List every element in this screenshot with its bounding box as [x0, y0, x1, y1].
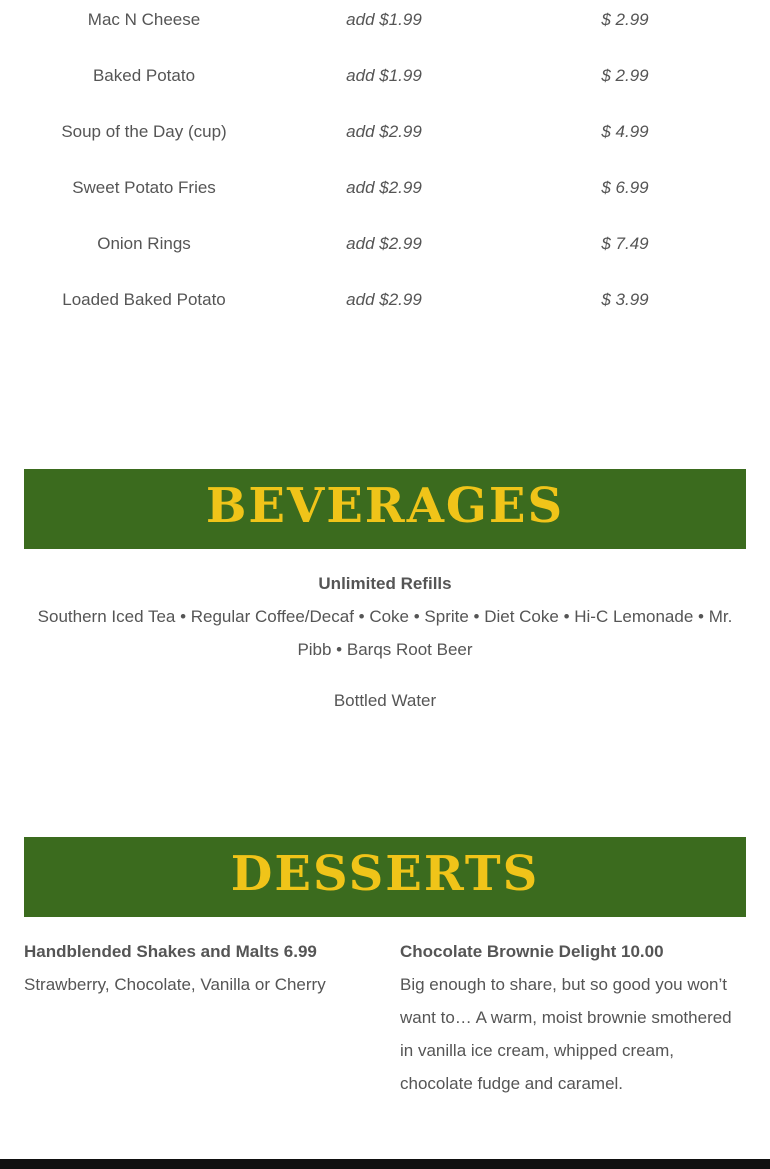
table-row [24, 168, 746, 208]
side-item-add-price: add $2.99 [346, 178, 422, 197]
table-row [24, 280, 746, 320]
side-item-price: $ 4.99 [601, 122, 649, 141]
beverages-list: Southern Iced Tea • Regular Coffee/Decaf • Coke • Sprite • Diet Coke • Hi-C Lemonade • Mr. Pibb • Barqs Root Beer [37, 607, 733, 659]
table-row [24, 112, 746, 152]
table-row [24, 0, 746, 40]
section-title: DESSERTS [230, 846, 540, 902]
side-item-price: $ 2.99 [601, 66, 649, 85]
side-item-add-price: add $1.99 [346, 10, 422, 29]
side-item-price: $ 7.49 [601, 234, 649, 253]
side-item-name: Sweet Potato Fries [72, 178, 216, 197]
side-item-add-price: add $1.99 [346, 66, 422, 85]
desserts-banner [24, 837, 746, 917]
side-item-name: Baked Potato [92, 66, 196, 85]
dessert-item [24, 935, 370, 1001]
side-item-price: $ 6.99 [601, 178, 649, 197]
section-title: BEVERAGES [205, 478, 565, 534]
dessert-description: Strawberry, Chocolate, Vanilla or Cherry [24, 975, 326, 994]
beverages-subheading: Unlimited Refills [318, 574, 452, 593]
side-item-add-price: add $2.99 [346, 290, 422, 309]
dessert-description: Big enough to share, but so good you won’t want to… A warm, moist brownie smothered in vanilla ice cream, whipped cream, chocolate fudge and caramel. [400, 975, 732, 1093]
dessert-item [400, 935, 748, 1100]
side-item-price: $ 3.99 [601, 290, 649, 309]
side-item-add-price: add $2.99 [346, 234, 422, 253]
side-item-add-price: add $2.99 [346, 122, 422, 141]
side-item-name: Onion Rings [97, 234, 191, 253]
side-item-name: Mac N Cheese [87, 10, 201, 29]
dessert-title: Chocolate Brownie Delight 10.00 [400, 942, 664, 961]
beverages-banner [24, 469, 746, 549]
table-row [24, 224, 746, 264]
side-item-name: Soup of the Day (cup) [61, 122, 227, 141]
side-item-name: Loaded Baked Potato [62, 290, 226, 309]
footer-bar [0, 1159, 770, 1169]
beverages-bottled-water: Bottled Water [333, 691, 437, 710]
side-item-price: $ 2.99 [601, 10, 649, 29]
dessert-title: Handblended Shakes and Malts 6.99 [24, 942, 317, 961]
table-row [24, 56, 746, 96]
